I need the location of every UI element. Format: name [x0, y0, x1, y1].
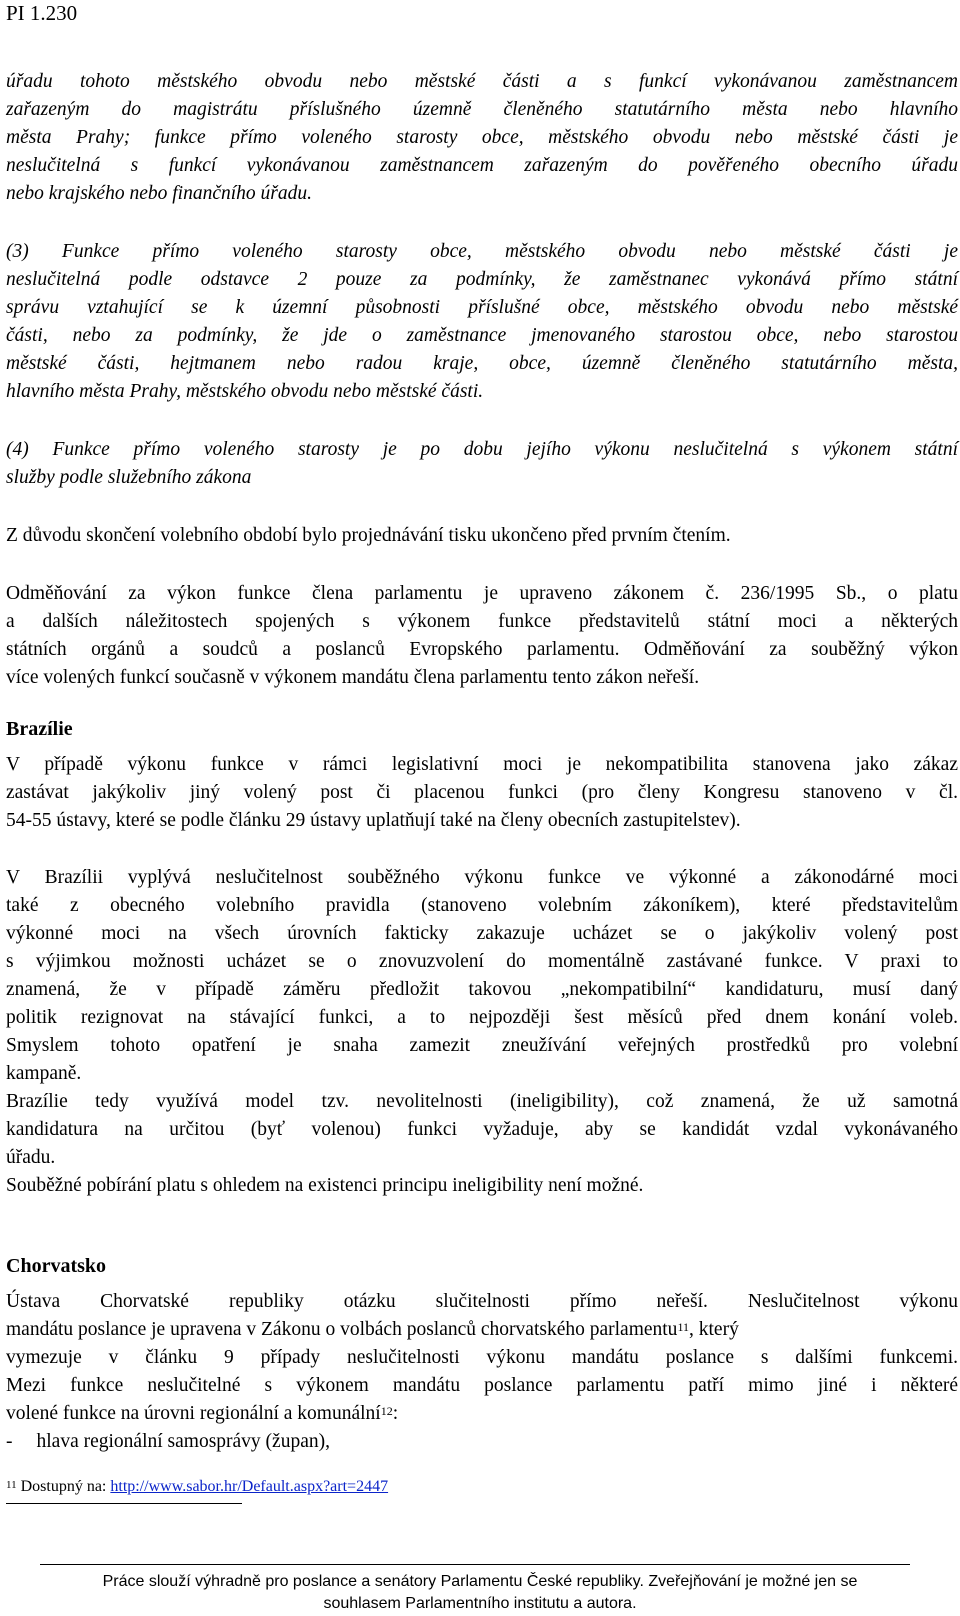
- para3-line: městské části, hejtmanem nebo radou kraje, obce, územně členěného statutárního města,: [6, 353, 958, 374]
- footnote-link[interactable]: http://www.sabor.hr/Default.aspx?art=2447: [110, 1478, 389, 1495]
- footnote-ref-11[interactable]: 11: [677, 1320, 689, 1334]
- footnote-11: [6, 1476, 388, 1498]
- brazil-p1-line: V případě výkonu funkce v rámci legislativní moci je nekompatibilita stanovena jako zákaz: [6, 754, 958, 775]
- intro-line: nebo krajského nebo finančního úřadu.: [6, 183, 312, 204]
- para3-line: hlavního města Prahy, městského obvodu nebo městské části.: [6, 381, 484, 402]
- salary-line: státních orgánů a soudců a poslanců Evropského parlamentu. Odměňování za souběžný výkon: [6, 639, 958, 660]
- salary-line: více volených funkcí současně v výkonem mandátu člena parlamentu tento zákon neřeší.: [6, 667, 700, 688]
- status-paragraph: Z důvodu skončení volebního období bylo projednávání tisku ukončeno před prvním čtením.: [6, 525, 731, 546]
- brazil-p2-line: Souběžné pobírání platu s ohledem na existenci principu ineligibility není možné.: [6, 1175, 644, 1196]
- croatia-line: vymezuje v článku 9 případy neslučitelnosti výkonu mandátu poslance s dalšími funkcemi.: [6, 1347, 958, 1368]
- brazil-p2-line: také z obecného volebního pravidla (stanoveno volebním zákoníkem), které představitelům: [6, 895, 958, 916]
- footnote-number: 11: [6, 1479, 17, 1491]
- brazil-p2-line: úřadu.: [6, 1147, 56, 1168]
- para3-line: neslučitelná podle odstavce 2 pouze za podmínky, že zaměstnanec vykonává přímo státní: [6, 269, 958, 290]
- bullet-text: hlava regionální samosprávy (župan),: [36, 1431, 330, 1452]
- para4-line: (4) Funkce přímo voleného starosty je po dobu jejího výkonu neslučitelná s výkonem státní: [6, 439, 958, 460]
- para3-line: části, nebo za podmínky, že jde o zaměstnance jmenovaného starostou obce, nebo starostou: [6, 325, 958, 346]
- croatia-line-text: , který: [689, 1319, 739, 1340]
- bullet-item: [6, 1428, 330, 1455]
- brazil-p2-line: V Brazílii vyplývá neslučitelnost souběžného výkonu funkce ve výkonné a zákonodárné moci: [6, 867, 958, 888]
- section-heading-croatia: Chorvatsko: [6, 1255, 107, 1277]
- bullet-dash: -: [6, 1431, 13, 1452]
- footnote-label: Dostupný na:: [20, 1478, 107, 1495]
- salary-line: Odměňování za výkon funkce člena parlamentu je upraveno zákonem č. 236/1995 Sb., o platu: [6, 583, 958, 604]
- intro-line: úřadu tohoto městského obvodu nebo městské části a s funkcí vykonávanou zaměstnancem: [6, 71, 958, 92]
- page-id: PI 1.230: [6, 1, 78, 25]
- brazil-p2-line: znamená, že v případě záměru předložit takovou „nekompatibilní“ kandidaturu, musí daný: [6, 979, 958, 1000]
- footer-line: Práce slouží výhradně pro poslance a senátory Parlamentu České republiky. Zveřejňování je možné jen se: [102, 1573, 858, 1590]
- intro-line: města Prahy; funkce přímo voleného starosty obce, městského obvodu nebo městské části je: [6, 127, 958, 148]
- croatia-line: [6, 1400, 398, 1427]
- brazil-p2-line: politik rezignovat na stávající funkci, a to nejpozději šest měsíců před dnem konání voleb.: [6, 1007, 958, 1028]
- brazil-p2-line: s výjimkou možnosti ucházet se o znovuzvolení do momentálně zastávané funkce. V praxi to: [6, 951, 958, 972]
- footnote-ref-12[interactable]: 12: [380, 1404, 393, 1418]
- croatia-line-text: volené funkce na úrovni regionální a komunální: [6, 1403, 381, 1424]
- para3-line: správu vztahující se k územní působnosti příslušné obce, městského obvodu nebo městské: [6, 297, 958, 318]
- brazil-p2-line: kandidatura na určitou (byť volenou) funkci vyžaduje, aby se kandidát vzdal vykonávaného: [6, 1119, 958, 1140]
- footer-divider: [40, 1564, 910, 1565]
- para4-line: služby podle služebního zákona: [6, 467, 252, 488]
- brazil-p2-line: Brazílie tedy využívá model tzv. nevolitelnosti (ineligibility), což znamená, že už samotná: [6, 1091, 958, 1112]
- brazil-p1-line: zastávat jakýkoliv jiný volený post či placenou funkci (pro členy Kongresu stanoveno v čl.: [6, 782, 958, 803]
- footer-line: souhlasem Parlamentního institutu a autora.: [323, 1595, 637, 1612]
- intro-line: neslučitelná s funkcí vykonávanou zaměstnancem zařazeným do pověřeného obecního úřadu: [6, 155, 958, 176]
- section-heading-brazil: Brazílie: [6, 718, 73, 740]
- brazil-p1-line: 54-55 ústavy, které se podle článku 29 ústavy uplatňují také na členy obecních zastupitelstev).: [6, 810, 741, 831]
- croatia-line-text: mandátu poslance je upravena v Zákonu o volbách poslanců chorvatského parlamentu: [6, 1319, 678, 1340]
- salary-line: a dalších náležitostech spojených s výkonem funkce představitelů státní moci a některých: [6, 611, 958, 632]
- brazil-p2-line: Smyslem tohoto opatření je snaha zamezit zneužívání veřejných prostředků pro volební: [6, 1035, 958, 1056]
- croatia-line-text: :: [392, 1403, 399, 1424]
- brazil-p2-line: kampaně.: [6, 1063, 82, 1084]
- brazil-p2-line: výkonné moci na všech úrovních fakticky zakazuje ucházet se o jakýkoliv volený post: [6, 923, 958, 944]
- croatia-line: Mezi funkce neslučitelné s výkonem mandátu poslance parlamentu patří mimo jiné i některé: [6, 1375, 958, 1396]
- intro-line: zařazeným do magistrátu příslušného územně členěného statutárního města nebo hlavního: [6, 99, 958, 120]
- footnote-divider: [6, 1503, 242, 1504]
- croatia-line: Ústava Chorvatské republiky otázku slučitelnosti přímo neřeší. Neslučitelnost výkonu: [6, 1291, 958, 1312]
- croatia-line: [6, 1316, 958, 1343]
- para3-line: (3) Funkce přímo voleného starosty obce, městského obvodu nebo městské části je: [6, 241, 958, 262]
